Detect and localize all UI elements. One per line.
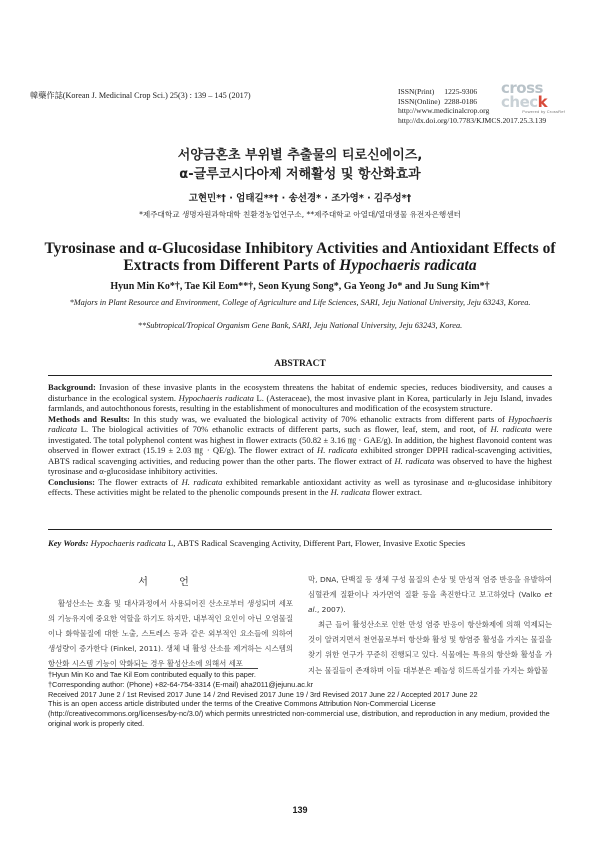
korean-title-line1: 서양금혼초 부위별 추출물의 티로신에이즈, [177,148,423,163]
intro-col2-para2: 최근 들어 활성산소로 인한 만성 염증 반응이 항산화제에 의해 억제되는 것이 알려지면서 천연물로부터 항산화 활성 및 항염증 활성을 가지는 물질을 찾기 위한 연구가 꾸준히 진행되고 있다. 식물에는 특유의 항산화 활성을 가지는 물질들이 존재하며 이들 대부분은 페놀성 히드록실기를 가지는 화합물 [308,620,552,675]
footnote-license: This is an open access article distributed under the terms of the Creative Commons Attribution Non-Commercial License (http://creativecommons.org/licenses/by-nc/3.0/) which permits unrestricted non-commercial use, distribution, and reproduction in any medium, provided the original work is properly cited. [48,699,550,728]
keywords: Key Words: Hypochaeris radicata L, ABTS Radical Scavenging Activity, Different Part, Flower, Invasive Exotic Species [48,538,466,548]
korean-affiliation: *제주대학교 생명자원과학대학 친환경농업연구소, **제주대학교 아열대/열대생물 유전자은행센터 [139,210,461,219]
journal-citation: 韓藥作誌(Korean J. Medicinal Crop Sci.) 25(3) : 139 – 145 (2017) [30,91,251,100]
korean-title-line2: α-글루코시다아제 저해활성 및 항산화효과 [179,167,421,182]
footnote-corresponding: †Corresponding author: (Phone) +82-64-754-3314 (E-mail) aha2011@jejunu.ac.kr [48,679,314,689]
english-title-line2: Extracts from Different Parts of Hypochaeris radicata [123,257,477,274]
footnote-rule [48,668,258,669]
issn-online-label: ISSN(Online) [398,96,441,106]
abstract-methods: Methods and Results: In this study was, we evaluated the biological activity of 70% ethanolic extracts from different parts of Hypochaeris radicata L. The biological activities of 70% ethanolic extracts of different parts, such as flower, leaf, stem, and root, of H. radicata were investigated. The total polyphenol content was highest in flower extracts (50.82 ± 3.16 ㎎ · GAE/g). In addition, the highest flavonoid content was observed in flower extract (15.19 ± 2.03 ㎎ · QE/g). The flower extract of H. radicata exhibited stronger DPPH radical-scavenging activities, ABTS radical scavenging activities, and reducing power than the other parts. The flower extract of H. radicata was observed to have the highest tyrosinase and α-glucosidase inhibitory activities. [48,413,552,476]
english-authors: Hyun Min Ko*†, Tae Kil Eom**†, Seon Kyung Song*, Ga Yeong Jo* and Ju Sung Kim*† [110,281,490,292]
abstract-bottom-rule [48,529,552,530]
crossmark-word-cross: cross [501,79,543,97]
footnote-received: Received 2017 June 2 / 1st Revised 2017 June 14 / 2nd Revised 2017 June 19 / 3rd Revised 2017 June 22 / Accepted 2017 June 22 [48,689,478,699]
crossmark-word-check: check [501,93,548,111]
intro-column-2 [308,572,552,678]
intro-heading: 서 언 [138,577,203,588]
intro-col2-para1: 막, DNA, 단백질 등 생체 구성 물질의 손상 및 만성적 염증 반응을 유발하여 심혈관계 질환이나 자가면역 질환 등을 촉진한다고 보고하였다 (Valko et al., 2007). [308,575,552,615]
english-title-line1: Tyrosinase and α-Glucosidase Inhibitory Activities and Antioxidant Effects of [44,240,556,257]
footnote-equal-contribution: †Hyun Min Ko and Tae Kil Eom contributed equally to this paper. [48,670,256,679]
footnotes [48,670,556,729]
abstract-conclusions: Conclusions: The flower extracts of H. radicata exhibited remarkable antioxidant activity as well as tyrosinase and α-glucosidase inhibitory effects. These activities might be related to the phenolic compounds present in the H. radicata flower extract. [48,476,552,497]
doi-link[interactable]: http://dx.doi.org/10.7783/KJMCS.2017.25.3.139 [398,115,547,125]
crossmark-powered: Powered by CrossRef [522,109,565,114]
english-affiliation-1: *Majors in Plant Resource and Environment, College of Agriculture and Life Sciences, SARI, Jeju National University, Jeju 63243, Korea. [69,298,531,307]
issn-print: 1225-9306 [444,87,478,96]
page-number: 139 [292,805,308,815]
abstract-heading: ABSTRACT [274,359,326,369]
intro-column-1: 활성산소는 호흡 및 대사과정에서 사용되어진 산소로부터 생성되며 세포의 기능유지에 중요한 역할을 하기도 하지만, 내부적인 요인이 아닌 오염물질이나 화학물질에 대한 노출, 스트레스 등과 같은 외부적인 요소들에 의하여 생성량이 증가한다 (Finkel, 2011). 생체 내 활성 산소를 제거하는 시스템의 항산화 시스템 기능이 약화되는 경우 활성산소에 의해서 세포 [48,599,293,669]
issn-print-label: ISSN(Print) [398,87,435,96]
korean-authors: 고현민*† · 엄태길**† · 송선경* · 조가영* · 김주성*† [188,193,412,204]
abstract-top-rule [48,375,552,376]
abstract-background: Background: Invasion of these invasive plants in the ecosystem threatens the habitat of endemic species, reduces biodiversity, and causes a disturbance in the ecological system. Hypochaeris radicata L. (Asteraceae), the most invasive plant in Korea, particularly in Jeju Island, invades farmlands, and autochthonous forests, resulting in the establishment of monocultures and modification of the ecosystem structure. [48,382,552,413]
crossmark-logo[interactable] [501,81,571,113]
journal-url[interactable]: http://www.medicinalcrop.org [398,106,490,116]
issn-online: 2288-0186 [444,96,478,106]
english-affiliation-2: **Subtropical/Tropical Organism Gene Bank, SARI, Jeju National University, Jeju 63243, Korea. [137,321,463,330]
abstract-body [48,382,552,498]
